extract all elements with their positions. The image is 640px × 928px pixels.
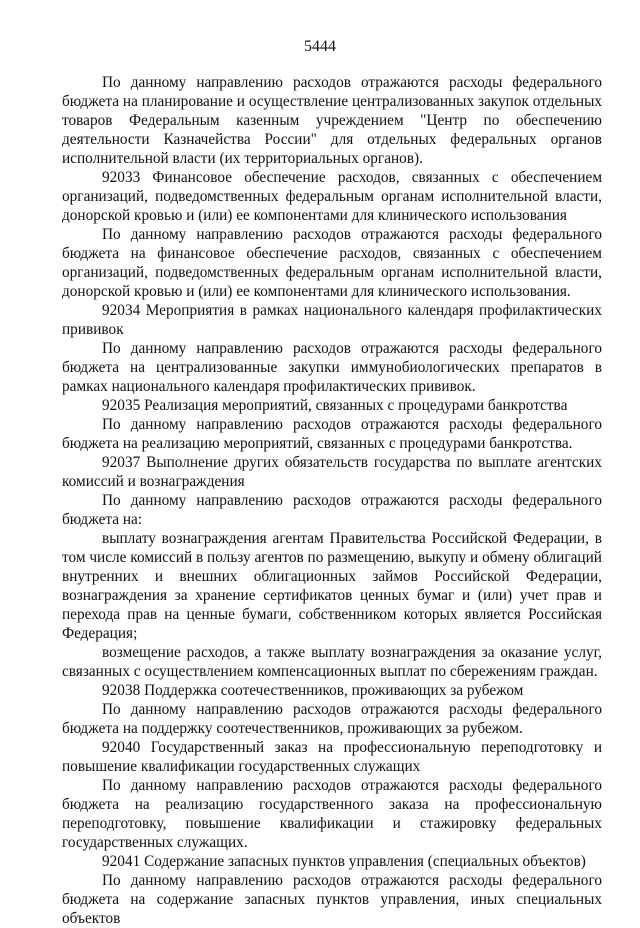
section-heading: 92040 Государственный заказ на профессиональную переподготовку и повышение квалификации государственных служащих <box>62 739 602 775</box>
paragraph: По данному направлению расходов отражаются расходы федерального бюджета на финансовое обеспечение расходов, связанных с обеспечением организаций, подведомственных федеральным органам исполнительной власти, донорской кровью и (или) ее компонентами для клинического использования. <box>62 226 602 300</box>
paragraph: По данному направлению расходов отражаются расходы федерального бюджета на: <box>62 492 602 528</box>
paragraph: По данному направлению расходов отражаются расходы федерального бюджета на планирование и осуществление централизованных закупок отдельных товаров Федеральным казенным учреждением "Центр по обеспечению деятельности Казначейства России" для отдельных федеральных органов исполнительной власти (их территориальных органов). <box>62 74 602 167</box>
section-heading: 92035 Реализация мероприятий, связанных с процедурами банкротства <box>102 397 568 414</box>
paragraph: По данному направлению расходов отражаются расходы федерального бюджета на централизованные закупки иммунобиологических препаратов в рамках национального календаря профилактических прививок. <box>62 340 602 395</box>
list-paragraph: выплату вознаграждения агентам Правительства Российской Федерации, в том числе комиссий в пользу агентов по размещению, выкупу и обмену облигаций внутренних и внешних облигационных займов Российской Федерации, вознаграждения за хранение сертификатов ценных бумаг и (или) учет прав и перехода прав на ценные бумаги, собственником которых является Российская Федерация; <box>62 530 602 642</box>
paragraph: По данному направлению расходов отражаются расходы федерального бюджета на реализацию государственного заказа на профессиональную переподготовку, повышение квалификации и стажировку федеральных государственных служащих. <box>62 777 602 851</box>
section-heading: 92034 Мероприятия в рамках национального календаря профилактических прививок <box>62 302 602 338</box>
paragraph: По данному направлению расходов отражаются расходы федерального бюджета на содержание запасных пунктов управления, иных специальных объектов <box>62 872 602 927</box>
list-paragraph: возмещение расходов, а также выплату вознаграждения за оказание услуг, связанных с осуществлением компенсационных выплат по сбережениям граждан. <box>62 644 602 680</box>
paragraph: По данному направлению расходов отражаются расходы федерального бюджета на реализацию мероприятий, связанных с процедурами банкротства. <box>62 416 602 452</box>
document-body <box>62 73 602 928</box>
page-number: 5444 <box>304 38 336 55</box>
section-heading: 92038 Поддержка соотечественников, проживающих за рубежом <box>102 682 524 699</box>
section-heading: 92037 Выполнение других обязательств государства по выплате агентских комиссий и вознаграждения <box>62 454 602 490</box>
paragraph: По данному направлению расходов отражаются расходы федерального бюджета на поддержку соотечественников, проживающих за рубежом. <box>62 701 602 737</box>
section-heading: 92033 Финансовое обеспечение расходов, связанных с обеспечением организаций, подведомственных федеральным органам исполнительной власти, донорской кровью и (или) ее компонентами для клинического использования <box>62 169 602 224</box>
section-heading: 92041 Содержание запасных пунктов управления (специальных объектов) <box>102 853 586 870</box>
